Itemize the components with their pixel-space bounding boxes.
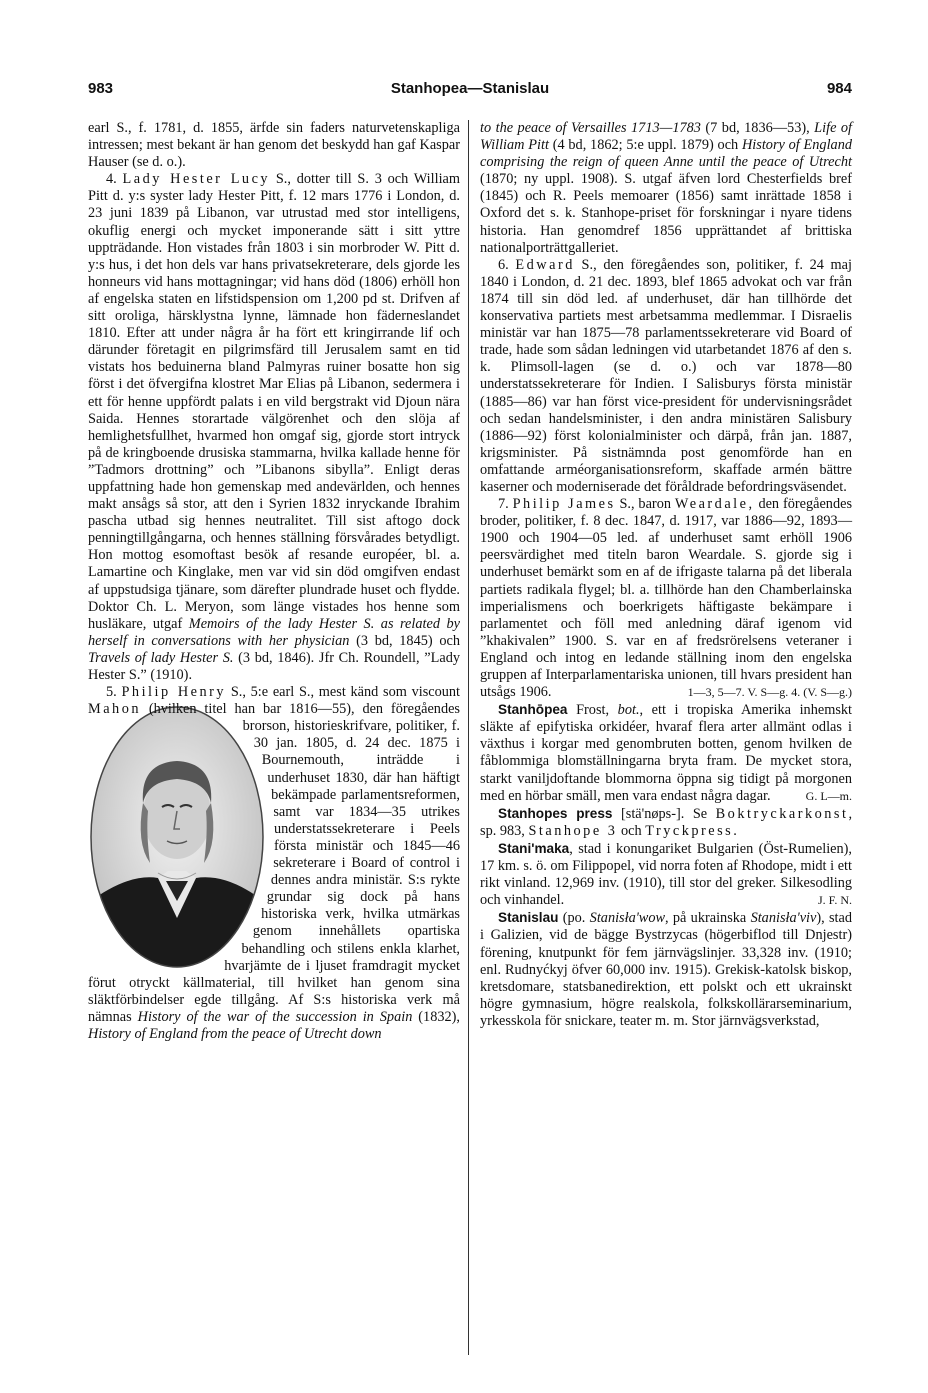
- portrait-image: [88, 703, 266, 971]
- page-number-right: 984: [826, 80, 852, 97]
- book-title: Life of William Pitt: [480, 120, 853, 154]
- left-column: [88, 120, 460, 1043]
- paragraph-earl-s-cont: earl S., f. 1781, d. 1855, ärfde sin faders naturvetenskapliga intressen; mest bekant är han genom det beskydd han gaf Kaspar Hauser (se d. o.).: [88, 120, 460, 171]
- entry-name: Edward: [515, 256, 575, 273]
- author-signature: G. L—m.: [805, 788, 852, 803]
- entry-name: Philip James: [512, 496, 616, 513]
- headword: Stanislau: [498, 910, 559, 926]
- book-title: Travels of lady Hester S.: [88, 649, 234, 666]
- entry-stanhopes-press: Stanhopes press [stä'nøps-]. Se Boktryckarkonst, sp. 983, Stanhope 3 och Tryckpress.: [480, 805, 853, 839]
- book-title: Memoirs of the lady Hester S. as related by herself in conversations with her physician: [88, 615, 461, 649]
- book-title: History of England comprising the reign of queen Anne until the peace of Utrecht: [480, 137, 852, 171]
- cross-reference: Tryckpress.: [645, 822, 740, 839]
- entry-edward: 6. Edward S., den föregåendes son, politiker, f. 24 maj 1840 i London, d. 21 dec. 1893, blef 1865 advokat och var från 1874 till sin död led. af underhuset, där han tillhörde det konservativa partiets mest arbetsamma medlemmar. I Disraelis ministär var han 1875—78 parlamentssekreterare vid Board of trade, hade som sådan ledningen vid utarbetandet 1876 af den s. k. Plimsoll-lagen (se d. o.) och var 1878—80 understatssekreterare för Indien. I Salisburys första ministär (1885—86) var han först vice-president för undervisningsrådet och sedan handelsminister, i den andra ministären Salisbury (1886—92) först kolonialminister och därpå, från jan. 1887, krigsminister. På sistnämnda post genomförde han en omfattande arméorganisationsreform, skaffade armén bättre kaserner och moderniserade det föråldrade befordringsväsendet.: [480, 256, 852, 495]
- column-divider: [468, 120, 469, 1355]
- page-number-left: 983: [88, 80, 114, 97]
- headword: Stanhōpea: [498, 702, 568, 718]
- headword: Stanhopes press: [498, 805, 613, 821]
- headword: Stani'maka: [498, 840, 570, 856]
- entry-stanhopea: Stanhōpea Frost, bot., ett i tropiska Amerika inhemskt släkte af epifytiska orkidéer, hvaraf flera arter allmänt odlas i växthus i korgar med genombruten botten, genom hvilken de fåblommiga blomställningarna bryta fram. De mycket stora, starkt vaniljdoftande blommorna öppna sig tidigt på morgonen med en hörbar smäll, men vara endast några dagar. G. L—m.: [480, 702, 852, 804]
- entry-name: Mahon: [88, 701, 142, 718]
- entry-philip-henry: 5. Philip Henry S., 5:e earl S., mest känd som viscount Mahon (hvilken titel han bar 1816—55), den föregåendes brorson, historieskrifvare, politiker, f. 30 jan. 1805, d. 24 dec. 1875 i Bournemouth, inträdde i underhuset 1830, där han häftigt bekämpade parlamentsreformen, samt var 1834—35 utrikes understatssekreterare i Peels första ministär och 1845—46 sekreterare i Board of control i dennes andra ministär. S:s rykte grundar sig dock på hans historiska verk, hvilka utmärkas genom innehållets opartiska behandling och stilens enkla klarhet, hvarjämte de i ljuset framdragit mycket förut otryckt källmaterial, till hvilket han genom sina släktförbindelser egde tillgång. Af S:s historiska verk må nämnas History of the war of the succession in Spain (1832), History of England from the peace of Utrecht down: [88, 684, 461, 1042]
- author-signature: J. F. N.: [817, 893, 852, 908]
- entry-stanislau: Stanislau (po. Stanisła'wow, på ukrainska Stanisła'viv), stad i Galizien, vid de bägge Bystrzycas (högerbiflod till Dnjestr) förening, knutpunkt för fem järnvägslinjer. 33,328 inv. (1910; enl. Rudnyćkyj öfver 60,000 inv. 1915). Grekisk-katolsk biskop, kretsdomare, statsbanedirektion, ett polskt och ett ukrainskt högre gymnasium, högre realskola, folkskollärarseminarium, yrkesskola för snickare, teater m. m. Stor järnvägsverkstad,: [480, 910, 853, 1029]
- page-header: [88, 80, 852, 104]
- portrait-engraving: [88, 703, 266, 971]
- paragraph-philip-henry-cont: to the peace of Versailles 1713—1783 (7 bd, 1836—53), Life of William Pitt (4 bd, 1862; 5:e uppl. 1879) och History of England comprising the reign of queen Anne until the peace of Utrecht (1870; ny uppl. 1908). S. utgaf äfven lord Chesterfields bref (1845) och R. Peels memoarer (1856) samt inrättade 1858 i Oxford det s. k. Stanhope-priset för forskningar i nyare tidens historia. Han genomdref 1856 upprättandet af brittiska nationalporträttgalleriet.: [480, 120, 853, 256]
- entry-name: Lady Hester Lucy: [122, 171, 271, 188]
- book-title: History of the war of the succession in Spain: [137, 1008, 413, 1025]
- entry-lady-hester-lucy: 4. Lady Hester Lucy S., dotter till S. 3 och William Pitt d. y:s syster lady Hester Pitt, f. 12 mars 1776 i London, d. 23 juni 1839 på Libanon, var utrustad med stor intelligens, okuflig energi och mycket imponerande sätt i sitt yttre uppträdande. Hon vistades från 1803 i sin morbroder W. Pitt d. y:s hus, i det hon dels var hans privatsekreterare, dels gjorde les honneurs vid hans mottagningar; vid hans död (1806) erhöll hon af engelska staten en lifstidspension om 1,200 pd st. Drifven af sitt oroliga, härsklystna lynne, lämnade hon fäderneslandet 1810. Efter att under några år ha fört ett kringirrande lif och därunder företagit en pilgrimsfärd till Jerusalem samt en tid vistats hos beduinerna bland Palmyras ruiner bosatte hon sig först i det öfvergifna klostret Mar Elias på Libanon, sedermera i ett för henne uppfördt palats i en vild bergstrakt vid Djoun nära Saida. Hennes storartade välgörenhet och den slöja af hemlighetsfullhet, hvarmed hon omgaf sig, gjorde stort intryck på de kringboende drusiska stammarna, hvilka kallade henne för ”Tadmors drottning” och ”Libanons sibylla”. Enligt deras uppfattning hade hon gemenskap med andevärlden, och hennes makt ansågs så stor, att den i Syrien 1832 inryckande Ibrahim pascha utbad sig hennes neutralitet. Till sist aftogo dock penningtillgångarna, och hennes ställning försvårades betydligt. Hon mottog esomoftast besök af resande européer, bl. a. Lamartine och Kinglake, men var vid sin död omgifven endast af uppstudsiga tjänare, som därefter plundrade huset och flydde. Doktor Ch. L. Meryon, som länge vistades hos henne som husläkare, utgaf Memoirs of the lady Hester S. as related by herself in conversations with her physician (3 bd, 1845) och Travels of lady Hester S. (3 bd, 1846). Jfr Ch. Roundell, ”Lady Hester S.” (1910).: [88, 171, 461, 683]
- cross-reference: Boktryckarkonst: [715, 805, 849, 822]
- right-column: [480, 120, 852, 1030]
- entry-philip-james: 7. Philip James S., baron Weardale, den föregåendes broder, politiker, f. 8 dec. 1847, d. 1917, var 1886—92, 1893—1900 och 1904—05 led. af underhuset samt erhöll 1906 peersvärdighet med titeln baron Weardale. S. gjorde sig i underhuset bemärkt som en af de ifrigaste talarna på det liberala partiets radikala flygel; bl. a. tillhörde han den Chamberlainska imperialismens och boerkrigets häftigaste bekämpare i parlamentet och föll med anledning däraf igenom vid ”khakivalen” 1900. S. var en af fredsrörelsens veteraner i England och intog en ledande ställning inom den engelska gruppen af Interparlamentariska unionen, till hvars president han utsågs 1906. 1—3, 5—7. V. S—g. 4. (V. S—g.): [480, 496, 853, 701]
- author-signature: 1—3, 5—7. V. S—g. 4. (V. S—g.): [687, 685, 852, 700]
- entry-name: Philip Henry: [121, 684, 227, 701]
- entry-stanimaka: Stani'maka, stad i konungariket Bulgarien (Öst-Rumelien), 17 km. s. ö. om Filippopel, vid norra foten af Rhodope, midt i ett rikt vinland. 12,969 inv. (1910), till stor del greker. Silkesodling och vinhandel. J. F. N.: [480, 840, 852, 909]
- book-title: History of England from the peace of Utrecht down: [88, 1025, 382, 1042]
- book-title: to the peace of Versailles 1713—1783: [480, 120, 701, 136]
- cross-reference: Stanhope 3: [528, 822, 618, 839]
- running-title: Stanhopea—Stanislau: [390, 80, 550, 97]
- entry-name: Weardale,: [674, 496, 755, 513]
